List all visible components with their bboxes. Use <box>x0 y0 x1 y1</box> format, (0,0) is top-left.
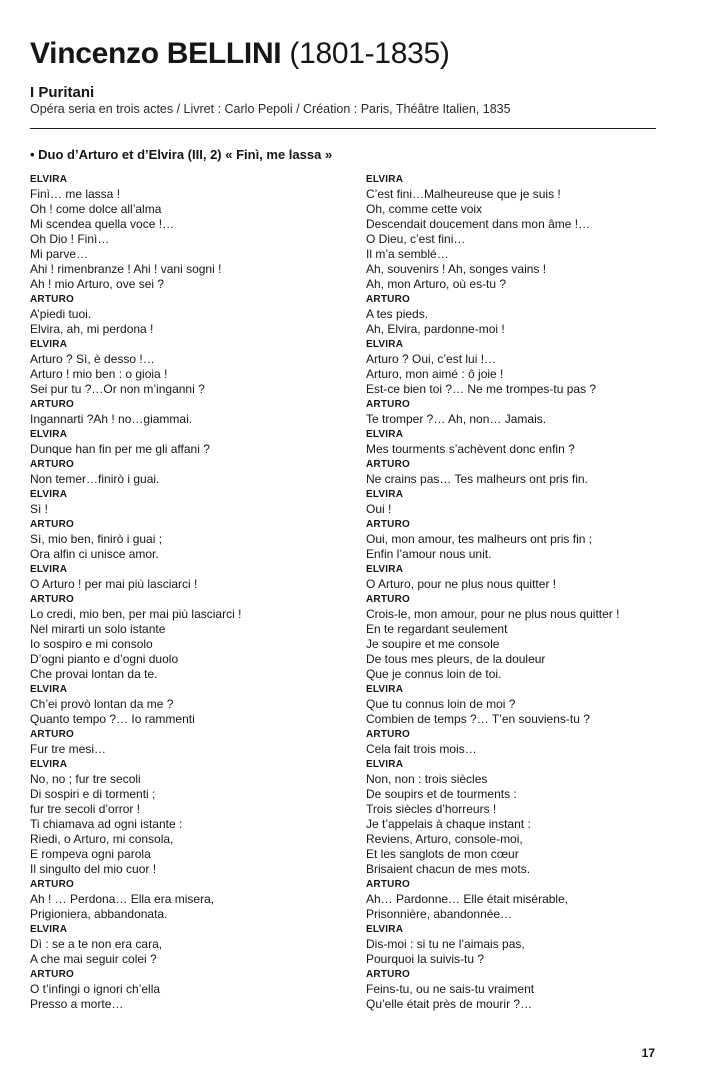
verse-line: Prigioniera, abbandonata. <box>30 907 168 921</box>
speaker-name: ELVIRA <box>366 174 404 185</box>
speaker-name: ELVIRA <box>30 174 68 185</box>
speaker-name: ARTURO <box>366 519 410 530</box>
verse-line: Sì, mio ben, finirò i guai ; <box>30 532 163 546</box>
verse-line: En te regardant seulement <box>366 622 508 636</box>
verse-line: Lo credi, mio ben, per mai più lasciarci ! <box>30 607 242 621</box>
verse-line: Oui ! <box>366 502 392 516</box>
verse-line: Finì… me lassa ! <box>30 187 121 201</box>
verse-line: Che provai lontan da te. <box>30 667 158 681</box>
verse-line: O Arturo ! per mai più lasciarci ! <box>30 577 198 591</box>
verse-line: Riedi, o Arturo, mi consola, <box>30 832 174 846</box>
verse-line: Trois siècles d’horreurs ! <box>366 802 497 816</box>
verse-line: O Dieu, c’est fini… <box>366 232 466 246</box>
verse-line: fur tre secoli d’orror ! <box>30 802 141 816</box>
speaker-name: ELVIRA <box>366 339 404 350</box>
verse-line: Di sospiri e di tormenti ; <box>30 787 156 801</box>
speaker-name: ARTURO <box>366 729 410 740</box>
verse-line: Io sospiro e mi consolo <box>30 637 153 651</box>
verse-line: Fur tre mesi… <box>30 742 107 756</box>
verse-line: Mi parve… <box>30 247 89 261</box>
speaker-name: ARTURO <box>30 399 74 410</box>
verse-line: Oh, comme cette voix <box>366 202 483 216</box>
speaker-name: ARTURO <box>366 594 410 605</box>
composer-name: Vincenzo BELLINI <box>30 37 282 70</box>
speaker-name: ARTURO <box>366 294 410 305</box>
speaker-name: ARTURO <box>30 594 74 605</box>
speaker-name: ELVIRA <box>366 924 404 935</box>
speaker-name: ARTURO <box>366 879 410 890</box>
verse-line: Enfin l’amour nous unit. <box>366 547 492 561</box>
speaker-name: ELVIRA <box>366 429 404 440</box>
header-divider <box>30 128 656 129</box>
speaker-name: ELVIRA <box>30 924 68 935</box>
verse-line: No, no ; fur tre secoli <box>30 772 141 786</box>
verse-line: Oh ! come dolce all’alma <box>30 202 162 216</box>
verse-line: Mes tourments s’achèvent donc enfin ? <box>366 442 575 456</box>
speaker-name: ARTURO <box>366 399 410 410</box>
verse-line: Je soupire et me console <box>366 637 500 651</box>
speaker-name: ELVIRA <box>366 759 404 770</box>
verse-line: O Arturo, pour ne plus nous quitter ! <box>366 577 557 591</box>
speaker-name: ELVIRA <box>30 429 68 440</box>
verse-line: D’ogni pianto e d’ogni duolo <box>30 652 179 666</box>
verse-line: Oh Dio ! Finì… <box>30 232 110 246</box>
verse-line: Mi scendea quella voce !… <box>30 217 175 231</box>
verse-line: Ti chiamava ad ogni istante : <box>30 817 183 831</box>
verse-line: Il m’a semblé… <box>366 247 449 261</box>
section-title: • Duo d’Arturo et d’Elvira (III, 2) « Finì, me lassa » <box>30 147 333 162</box>
page-number: 17 <box>641 1046 655 1060</box>
verse-line: Ahi ! rimenbranze ! Ahi ! vani sogni ! <box>30 262 222 276</box>
verse-line: E rompeva ogni parola <box>30 847 151 861</box>
composer-dates: (1801-1835) <box>289 37 450 70</box>
verse-line: Arturo, mon aimé : ô joie ! <box>366 367 504 381</box>
verse-line: Ah, souvenirs ! Ah, songes vains ! <box>366 262 547 276</box>
verse-line: Ch’ei provò lontan da me ? <box>30 697 174 711</box>
speaker-name: ARTURO <box>30 969 74 980</box>
speaker-name: ARTURO <box>30 459 74 470</box>
verse-line: Nel mirarti un solo istante <box>30 622 166 636</box>
verse-line: Feins-tu, ou ne sais-tu vraiment <box>366 982 535 996</box>
italian-libretto-column <box>30 172 360 1012</box>
speaker-name: ELVIRA <box>366 684 404 695</box>
verse-line: Brisaient chacun de mes mots. <box>366 862 531 876</box>
opera-title: I Puritani <box>30 84 95 101</box>
verse-line: Dis-moi : si tu ne l’aimais pas, <box>366 937 525 951</box>
verse-line: A che mai seguir colei ? <box>30 952 157 966</box>
speaker-name: ELVIRA <box>30 564 68 575</box>
verse-line: Il singulto del mio cuor ! <box>30 862 157 876</box>
verse-line: Ora alfin ci unisce amor. <box>30 547 159 561</box>
verse-line: De tous mes pleurs, de la douleur <box>366 652 546 666</box>
verse-line: Combien de temps ?… T’en souviens-tu ? <box>366 712 590 726</box>
verse-line: Cela fait trois mois… <box>366 742 477 756</box>
verse-line: Ah… Pardonne… Elle était misérable, <box>366 892 569 906</box>
verse-line: Dì : se a te non era cara, <box>30 937 163 951</box>
verse-line: Arturo ! mio ben : o gioia ! <box>30 367 168 381</box>
verse-line: O t’infingi o ignori ch’ella <box>30 982 161 996</box>
verse-line: Quanto tempo ?… Io rammenti <box>30 712 195 726</box>
verse-line: Je t’appelais à chaque instant : <box>366 817 531 831</box>
verse-line: Est-ce bien toi ?… Ne me trompes-tu pas ? <box>366 382 597 396</box>
verse-line: Ah ! … Perdona… Ella era misera, <box>30 892 215 906</box>
verse-line: Ah, Elvira, pardonne-moi ! <box>366 322 505 336</box>
verse-line: De soupirs et de tourments : <box>366 787 517 801</box>
speaker-name: ARTURO <box>30 879 74 890</box>
verse-line: Ah, mon Arturo, où es-tu ? <box>366 277 507 291</box>
speaker-name: ARTURO <box>366 969 410 980</box>
speaker-name: ELVIRA <box>366 489 404 500</box>
verse-line: Crois-le, mon amour, pour ne plus nous quitter ! <box>366 607 620 621</box>
verse-line: Non, non : trois siècles <box>366 772 488 786</box>
speaker-name: ELVIRA <box>30 684 68 695</box>
speaker-name: ELVIRA <box>30 759 68 770</box>
opera-info: Opéra seria en trois actes / Livret : Carlo Pepoli / Création : Paris, Théâtre Italien, 1835 <box>30 102 511 116</box>
speaker-name: ARTURO <box>30 729 74 740</box>
verse-line: Prisonnière, abandonnée… <box>366 907 513 921</box>
verse-line: Sei pur tu ?…Or non m’inganni ? <box>30 382 205 396</box>
speaker-name: ELVIRA <box>30 339 68 350</box>
verse-line: A’piedi tuoi. <box>30 307 92 321</box>
speaker-name: ARTURO <box>30 519 74 530</box>
verse-line: Qu’elle était près de mourir ?… <box>366 997 533 1011</box>
speaker-name: ELVIRA <box>30 489 68 500</box>
verse-line: C’est fini…Malheureuse que je suis ! <box>366 187 561 201</box>
composer-heading <box>30 36 450 72</box>
verse-line: Te tromper ?… Ah, non… Jamais. <box>366 412 547 426</box>
verse-line: Descendait doucement dans mon âme !… <box>366 217 591 231</box>
verse-line: Que je connus loin de toi. <box>366 667 502 681</box>
verse-line: Oui, mon amour, tes malheurs ont pris fin ; <box>366 532 593 546</box>
speaker-name: ARTURO <box>366 459 410 470</box>
verse-line: Elvira, ah, mi perdona ! <box>30 322 154 336</box>
verse-line: Pourquoi la suivis-tu ? <box>366 952 485 966</box>
verse-line: Non temer…finirò i guai. <box>30 472 160 486</box>
verse-line: Et les sanglots de mon cœur <box>366 847 519 861</box>
verse-line: Arturo ? Sì, è desso !… <box>30 352 155 366</box>
verse-line: Que tu connus loin de moi ? <box>366 697 516 711</box>
verse-line: Sì ! <box>30 502 49 516</box>
verse-line: Ah ! mio Arturo, ove sei ? <box>30 277 165 291</box>
french-translation-column <box>366 172 678 1012</box>
speaker-name: ARTURO <box>30 294 74 305</box>
verse-line: Presso a morte… <box>30 997 124 1011</box>
speaker-name: ELVIRA <box>366 564 404 575</box>
verse-line: A tes pieds. <box>366 307 429 321</box>
verse-line: Ne crains pas… Tes malheurs ont pris fin. <box>366 472 588 486</box>
verse-line: Arturo ? Oui, c’est lui !… <box>366 352 497 366</box>
verse-line: Reviens, Arturo, console-moi, <box>366 832 523 846</box>
verse-line: Ingannarti ?Ah ! no…giammai. <box>30 412 193 426</box>
verse-line: Dunque han fin per me gli affani ? <box>30 442 210 456</box>
